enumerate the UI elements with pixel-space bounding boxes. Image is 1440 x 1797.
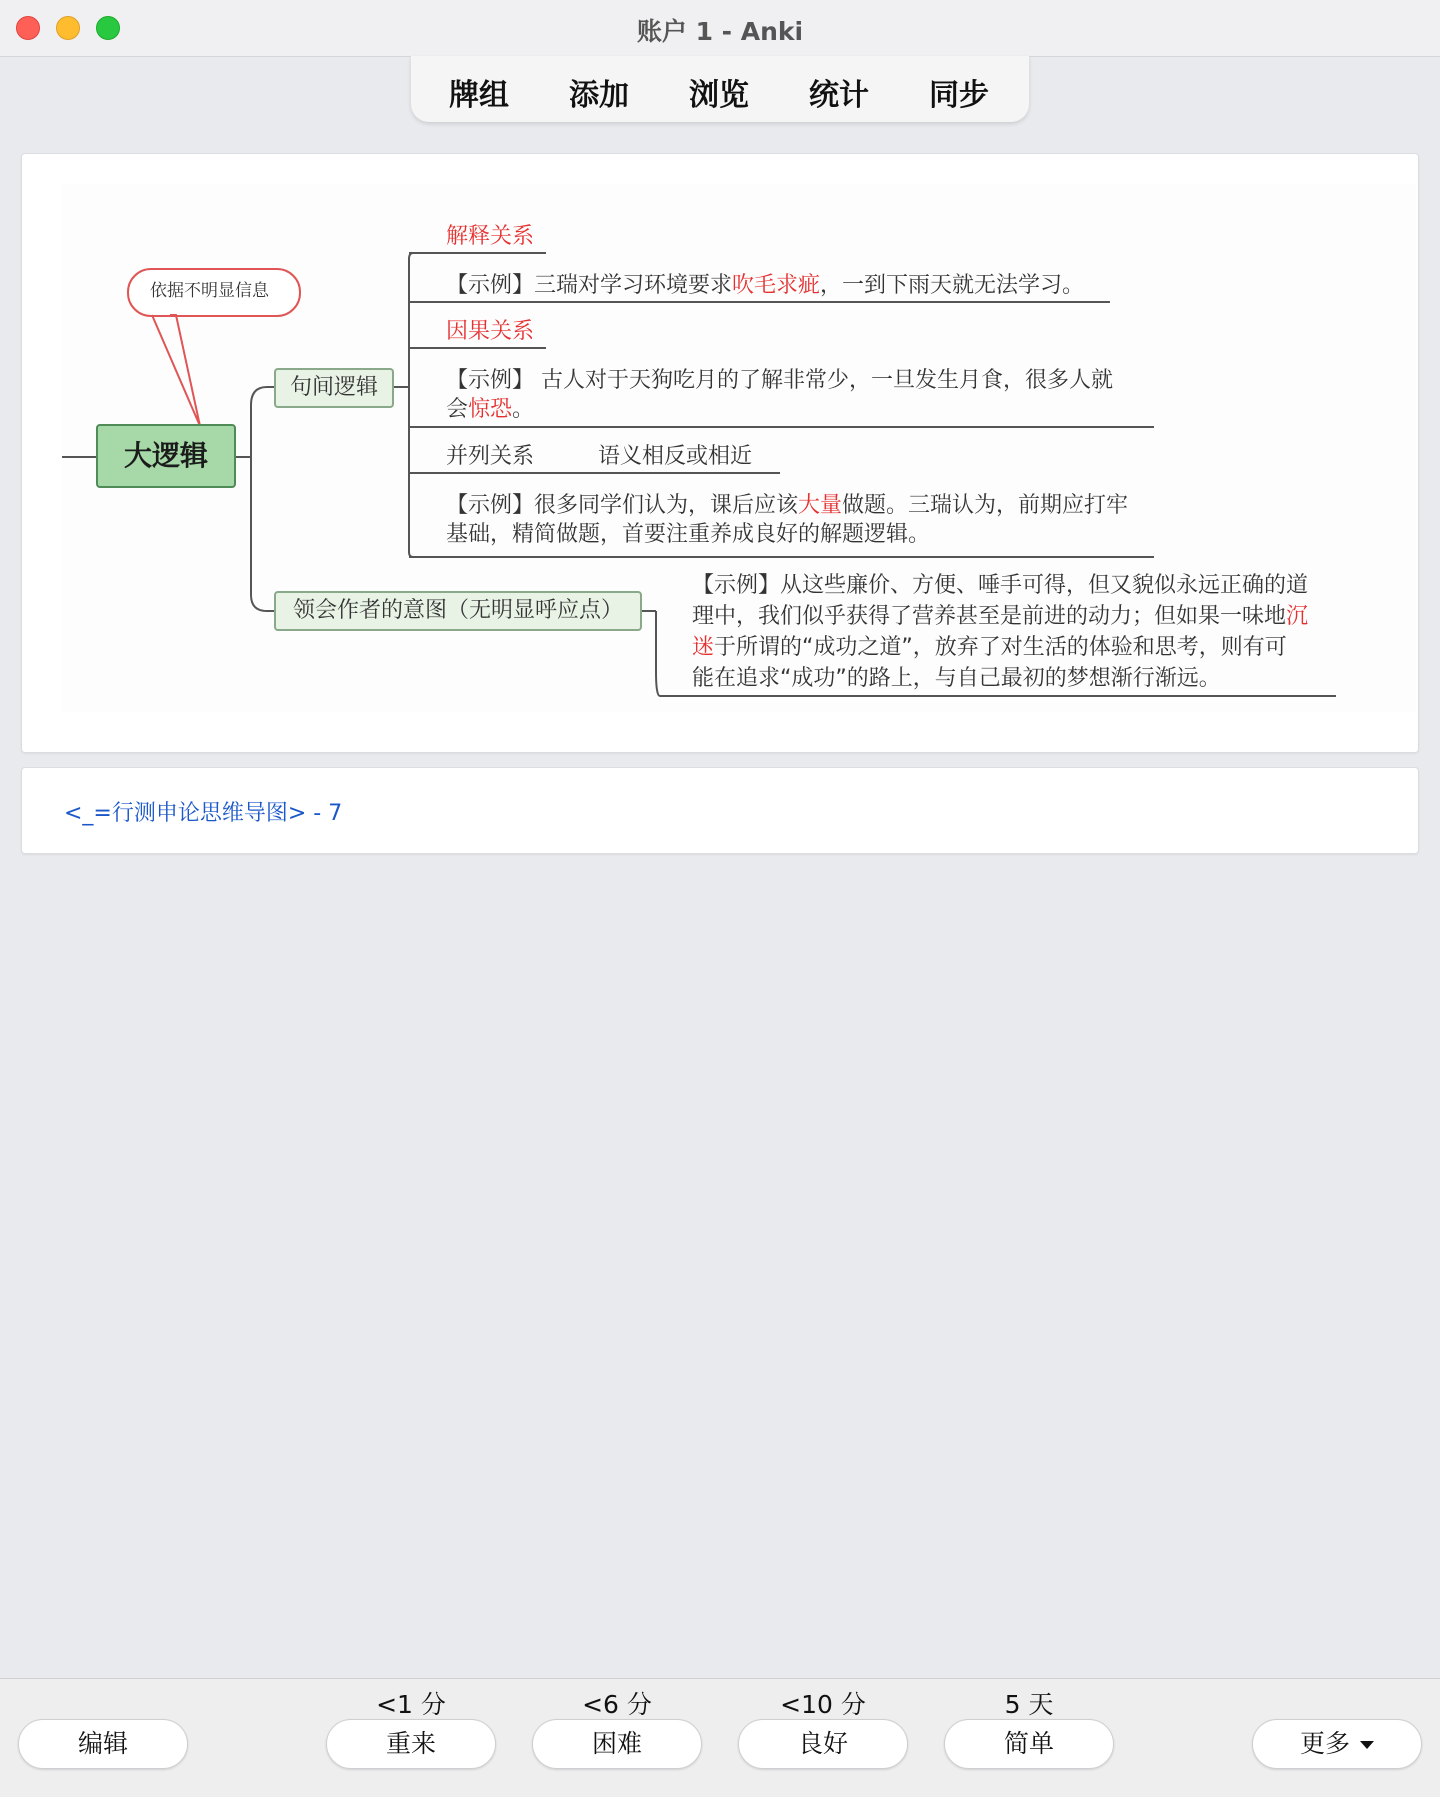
tab-browse[interactable]: 浏览 (689, 78, 749, 113)
branch-node-sentence-logic: 句间逻辑 (274, 368, 394, 408)
example-explain: 【示例】三瑞对学习环境要求吹毛求疵，一到下雨天就无法学习。 (446, 273, 1085, 298)
chevron-down-icon (1360, 1741, 1374, 1749)
parallel-relation-label: 并列关系 (446, 444, 535, 469)
easy-due-label: 5 天 (1004, 1690, 1054, 1719)
example-intent-line4: 能在追求“成功”的路上，与自己最初的梦想渐行渐远。 (692, 666, 1221, 691)
example-parallel-line2: 基础，精简做题，首要注重养成良好的解题逻辑。 (446, 522, 931, 547)
callout-text: 依据不明显信息 (150, 281, 269, 301)
answer-bar (0, 1678, 1440, 1797)
more-button-label: 更多 (1299, 1729, 1350, 1758)
window-title: 账户 1 - Anki (636, 17, 804, 46)
cause-relation-label: 因果关系 (446, 319, 535, 344)
hard-button[interactable]: 困难 (532, 1719, 702, 1769)
again-button[interactable]: 重来 (326, 1719, 496, 1769)
example-cause-line1: 【示例】 古人对于天狗吃月的了解非常少，一旦发生月食，很多人就 (446, 368, 1113, 393)
root-node: 大逻辑 (96, 424, 236, 488)
good-button[interactable]: 良好 (738, 1719, 908, 1769)
title-bar (0, 0, 1440, 57)
example-intent-line3: 迷于所谓的“成功之道”，放弃了对生活的体验和思考，则有可 (692, 635, 1287, 660)
mind-map-image (62, 184, 1416, 712)
branch-node-author-intent: 领会作者的意图（无明显呼应点） (274, 591, 642, 631)
tab-add[interactable]: 添加 (569, 78, 629, 113)
tab-stats[interactable]: 统计 (809, 78, 869, 113)
good-due-label: <10 分 (780, 1690, 866, 1719)
more-button[interactable] (1252, 1719, 1422, 1769)
easy-button[interactable]: 简单 (944, 1719, 1114, 1769)
again-due-label: <1 分 (376, 1690, 446, 1719)
edit-button[interactable]: 编辑 (18, 1719, 188, 1769)
example-intent-line2: 理中，我们似乎获得了营养甚至是前进的动力；但如果一味地沉 (692, 604, 1309, 629)
card-info-panel (21, 767, 1419, 854)
card-content (21, 153, 1419, 753)
example-parallel-line1: 【示例】很多同学们认为，课后应该大量做题。三瑞认为，前期应打牢 (446, 493, 1129, 518)
example-cause-line2: 会惊恐。 (446, 397, 535, 422)
parallel-relation-note: 语义相反或相近 (598, 444, 753, 469)
explain-relation-label: 解释关系 (446, 224, 535, 249)
tab-sync[interactable]: 同步 (929, 78, 989, 113)
tab-decks[interactable]: 牌组 (449, 78, 509, 113)
main-toolbar (411, 56, 1029, 122)
hard-due-label: <6 分 (582, 1690, 652, 1719)
deck-link[interactable]: <_=行测申论思维导图> - 7 (64, 801, 343, 826)
example-intent-line1: 【示例】从这些廉价、方便、唾手可得，但又貌似永远正确的道 (692, 573, 1309, 598)
